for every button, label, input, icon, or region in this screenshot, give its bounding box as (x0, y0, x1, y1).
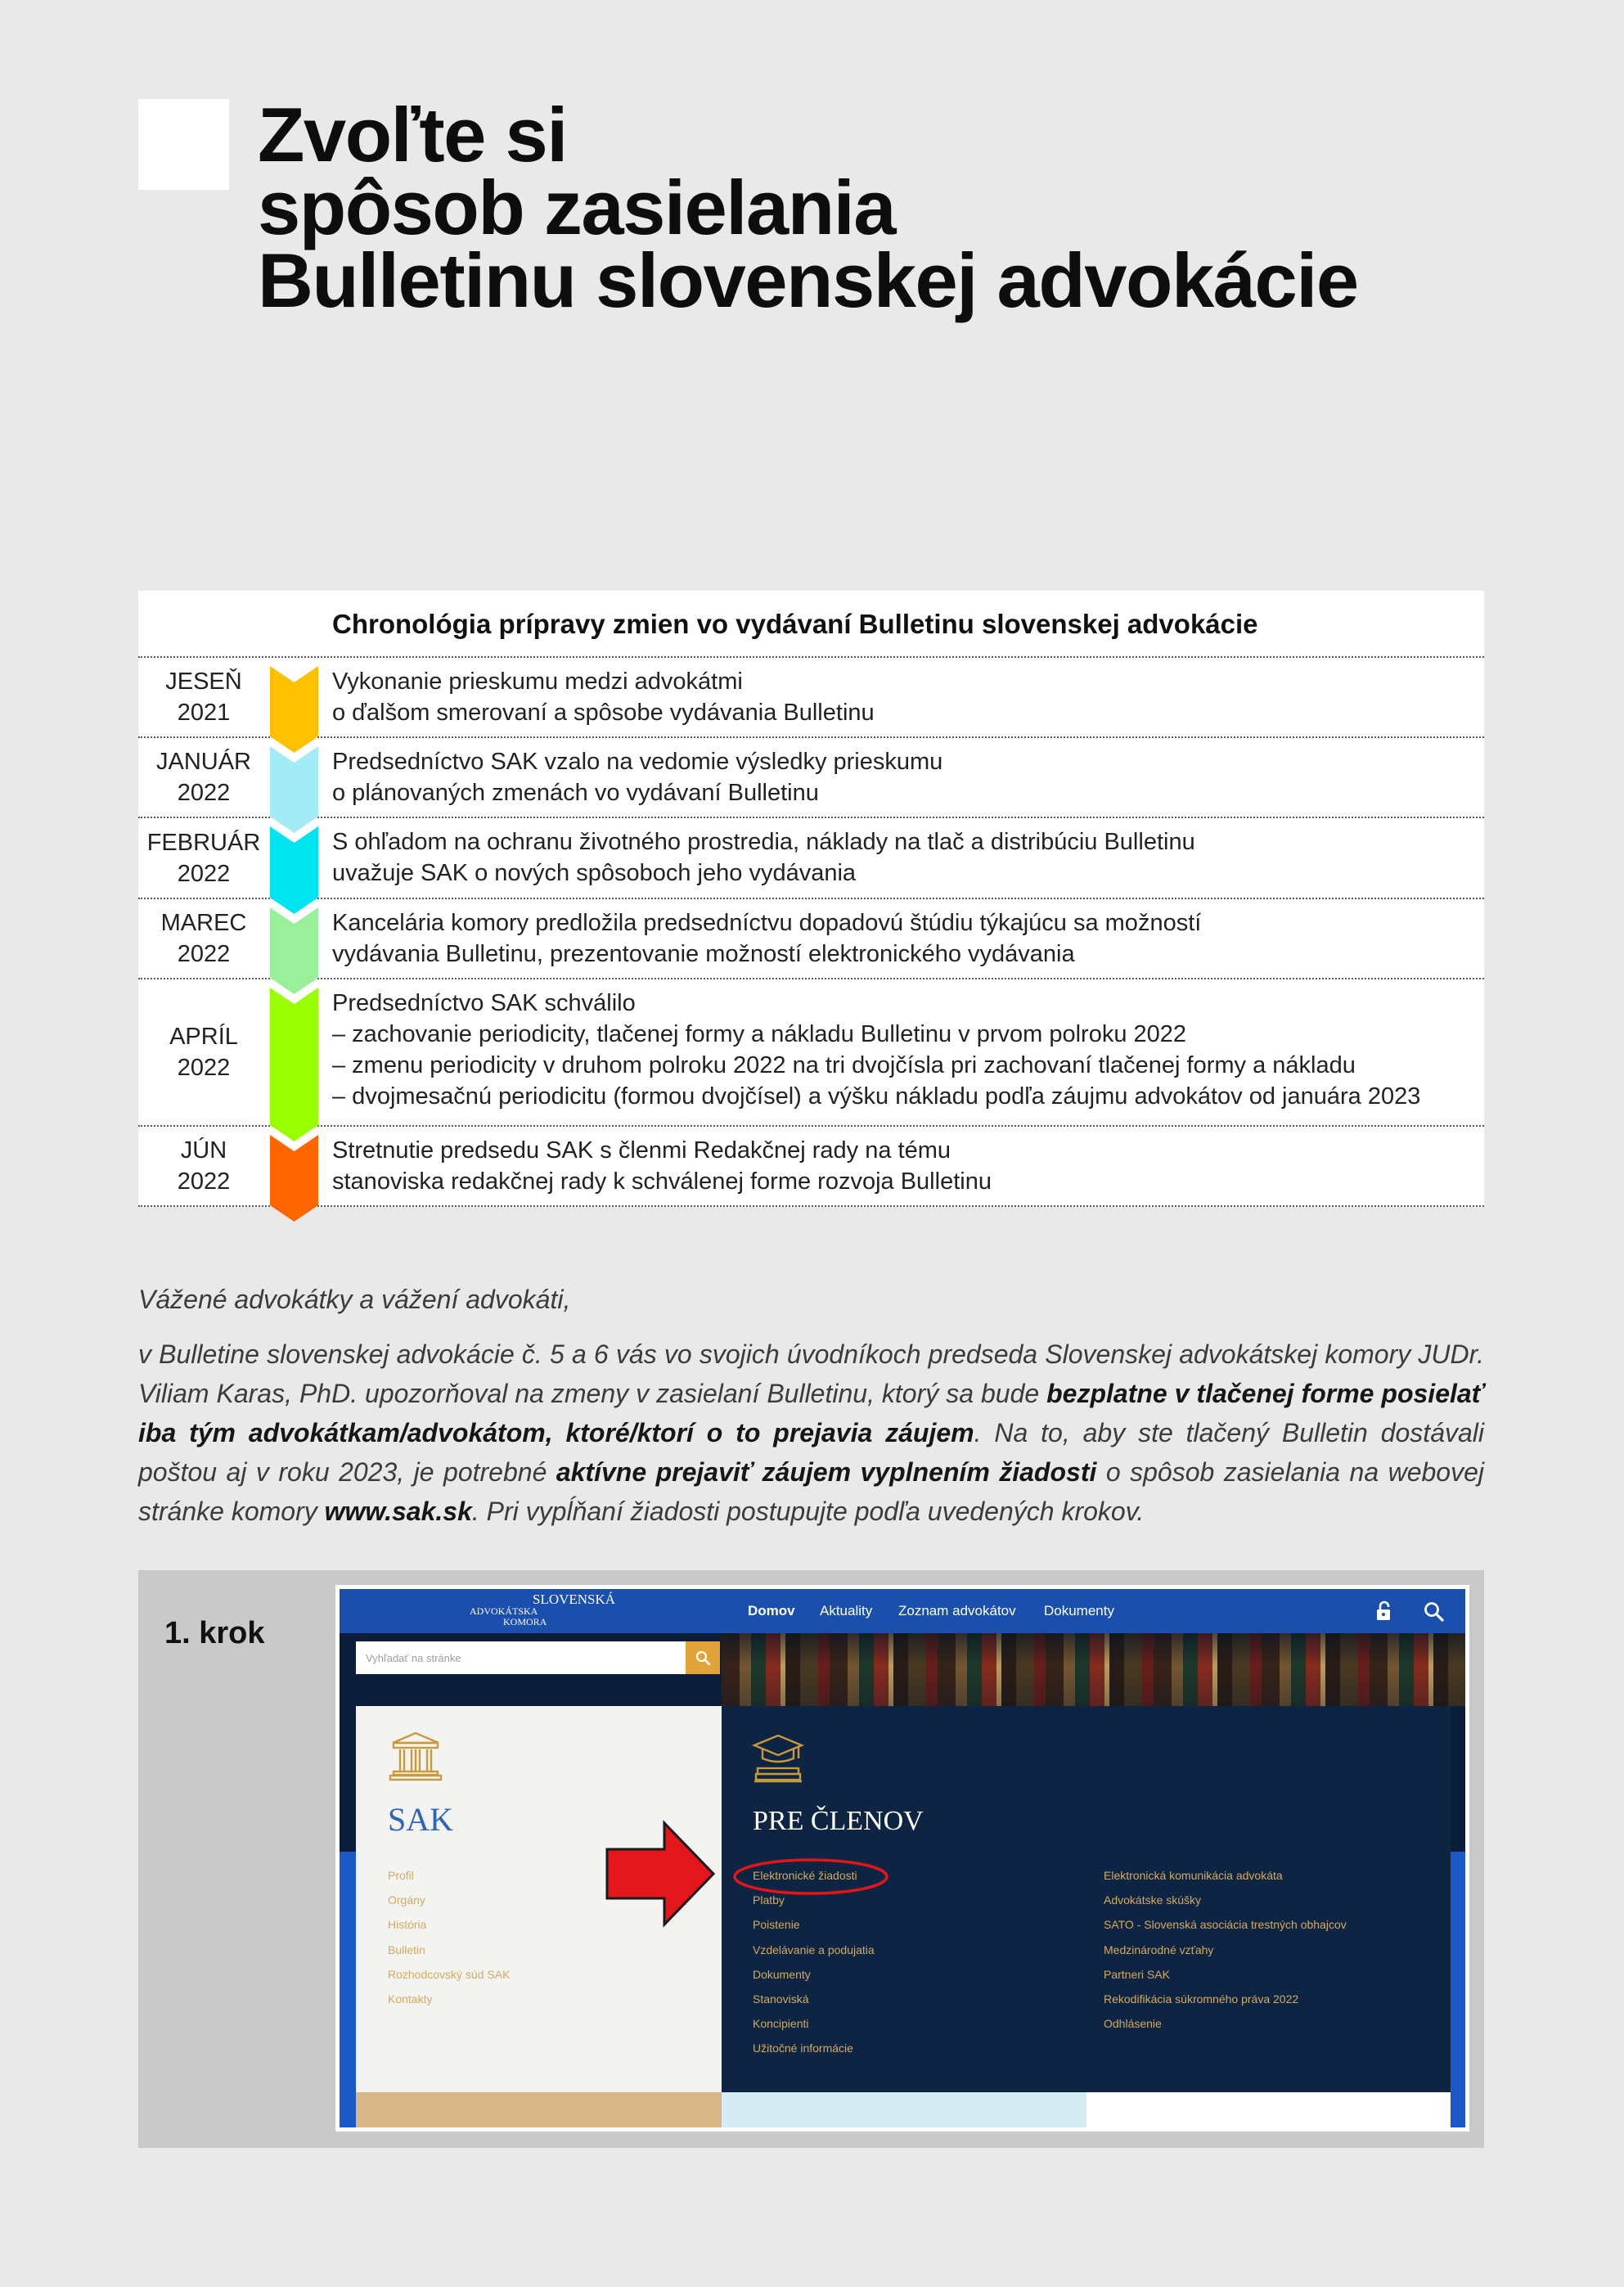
decor-square (138, 99, 229, 190)
timeline-arrow (270, 826, 318, 914)
timeline-date (138, 818, 269, 898)
timeline-date (138, 1127, 269, 1205)
page-title (258, 92, 1358, 323)
sak-menu (388, 1863, 510, 2011)
timeline-date (138, 658, 269, 736)
graduation-cap-icon (751, 1731, 805, 1786)
site-search-button[interactable] (686, 1641, 720, 1674)
sak-heading: SAK (388, 1801, 454, 1838)
nav-zoznam-advokatov[interactable]: Zoznam advokátov (898, 1603, 1016, 1618)
timeline-period: JÚN (180, 1137, 227, 1164)
timeline-line: vydávania Bulletinu, prezentovanie možností elektronického vydávania (332, 941, 1075, 967)
timeline-year: 2022 (177, 780, 231, 806)
nav-aktuality[interactable]: Aktuality (820, 1603, 873, 1618)
sak-item-historia[interactable]: História (388, 1918, 427, 1932)
timeline-line: Vykonanie prieskumu medzi advokátmi (332, 669, 743, 695)
logo-text: KOMORA (503, 1616, 547, 1627)
header-books-photo (722, 1633, 1465, 1706)
bottom-tile-white (1086, 2092, 1451, 2127)
timeline-year: 2022 (177, 1168, 231, 1195)
timeline-description (332, 746, 942, 808)
timeline-line: Predsedníctvo SAK schválilo (332, 990, 636, 1016)
timeline-date (138, 738, 269, 817)
paragraph-text: v Bulletine slovenskej advokácie č. 5 a 6 vás vo svojich úvodníkoch predseda Slovenskej advokátskej komory JUDr. Viliam Karas, PhD. upozorňoval na zmeny v zasielaní Bulletinu, ktorý sa bude (138, 1339, 1484, 1408)
timeline-row (138, 899, 1484, 979)
paragraph-text: . Pri vypĺňaní žiadosti postupujte podľa uvedených krokov. (471, 1497, 1145, 1526)
members-item-koncipienti[interactable]: Koncipienti (753, 2017, 809, 2031)
site-logo[interactable] (340, 1589, 650, 1633)
paragraph-text: o spôsob zasielania na webovej stránke komory (138, 1457, 1484, 1526)
nav-dokumenty[interactable]: Dokumenty (1044, 1603, 1114, 1618)
timeline-period: JESEŇ (165, 669, 242, 695)
pointer-arrow-icon (605, 1820, 715, 1928)
timeline-line: S ohľadom na ochranu životného prostredia, náklady na tlač a distribúciu Bulletinu (332, 829, 1195, 855)
left-accent-strip (340, 1852, 356, 2127)
timeline-header (138, 591, 1484, 658)
paragraph-text: . Na to, aby ste tlačený Bulletin dostávali poštou aj v roku 2023, je potrebné (138, 1418, 1485, 1487)
logo-text: SLOVENSKÁ (533, 1591, 616, 1607)
timeline-row (138, 979, 1484, 1127)
timeline-row (138, 818, 1484, 899)
members-item-uzitocne-informacie[interactable]: Užitočné informácie (753, 2042, 853, 2055)
timeline-year: 2022 (177, 860, 231, 887)
timeline-period: JANUÁR (155, 749, 251, 775)
timeline-line: o plánovaných zmenách vo vydávaní Bulletinu (332, 780, 819, 806)
website-link[interactable]: www.sak.sk (324, 1497, 472, 1526)
members-item-vzdelavanie[interactable]: Vzdelávanie a podujatia (753, 1943, 875, 1956)
timeline-year: 2021 (177, 700, 231, 726)
letter-greeting: Vážené advokátky a vážení advokáti, (138, 1285, 571, 1314)
timeline-date (138, 899, 269, 978)
members-item-medzinarodne-vztahy[interactable]: Medzinárodné vzťahy (1104, 1943, 1214, 1956)
sak-item-profil[interactable]: Profil (388, 1869, 414, 1882)
timeline-arrow (270, 907, 318, 994)
timeline-table (138, 591, 1484, 1207)
site-search-input[interactable] (356, 1641, 686, 1674)
bottom-tile-tan (356, 2092, 722, 2127)
timeline-heading: Chronológia prípravy zmien vo vydávaní Bulletinu slovenskej advokácie (332, 609, 1258, 639)
sak-item-organy[interactable]: Orgány (388, 1893, 425, 1907)
members-item-rekodifikacia[interactable]: Rekodifikácia súkromného práva 2022 (1104, 1992, 1299, 2006)
timeline-line: – dvojmesačnú periodicitu (formou dvojčísel) a výšku nákladu podľa záujmu advokátov od januára 2023 (332, 1083, 1421, 1110)
site-navbar (340, 1589, 1465, 1633)
title-line: Zvoľte si (258, 92, 567, 178)
members-item-advokatske-skusky[interactable]: Advokátske skúšky (1104, 1893, 1202, 1907)
timeline-description (332, 988, 1420, 1112)
timeline-year: 2022 (177, 1055, 231, 1081)
highlight-ellipse (732, 1857, 889, 1896)
title-line: spôsob zasielania (258, 164, 896, 250)
members-item-elektronicka-komunikacia[interactable]: Elektronická komunikácia advokáta (1104, 1869, 1283, 1882)
website-screenshot (335, 1585, 1469, 2132)
members-item-partneri-sak[interactable]: Partneri SAK (1104, 1967, 1170, 1981)
timeline-arrow (270, 746, 318, 833)
members-item-stanoviska[interactable]: Stanoviská (753, 1992, 809, 2006)
paragraph-emphasis: aktívne prejaviť záujem vyplnením žiadosti (556, 1457, 1097, 1487)
timeline-line: Predsedníctvo SAK vzalo na vedomie výsledky prieskumu (332, 749, 943, 775)
timeline-row (138, 1127, 1484, 1207)
logo-text: ADVOKÁTSKA (470, 1605, 538, 1617)
bottom-tile-lightblue (722, 2092, 1086, 2127)
search-icon[interactable] (1422, 1600, 1445, 1623)
timeline-arrow (270, 1135, 318, 1222)
timeline-line: o ďalšom smerovaní a spôsobe vydávania Bulletinu (332, 700, 875, 726)
timeline-period: MAREC (160, 910, 247, 936)
timeline-line: uvažuje SAK o nových spôsoboch jeho vydávania (332, 860, 857, 886)
timeline-description (332, 666, 875, 728)
step-label: 1. krok (164, 1616, 265, 1650)
lock-open-icon[interactable] (1373, 1600, 1396, 1623)
timeline-period: APRÍL (169, 1024, 238, 1050)
title-line: Bulletinu slovenskej advokácie (258, 237, 1358, 323)
members-menu-column-2 (1104, 1863, 1347, 2036)
step-box (138, 1570, 1484, 2148)
letter-paragraph (138, 1335, 1484, 1531)
timeline-line: Kancelária komory predložila predsedníctvu dopadovú štúdiu týkajúcu sa možností (332, 910, 1202, 936)
pillar-icon (386, 1731, 445, 1781)
timeline-line: – zmenu periodicity v druhom polroku 2022 na tri dvojčísla pri zachovaní tlačenej formy a nákladu (332, 1052, 1356, 1078)
right-accent-strip (1451, 1852, 1465, 2127)
timeline-line: – zachovanie periodicity, tlačenej formy a nákladu Bulletinu v prvom polroku 2022 (332, 1021, 1187, 1047)
members-item-poistenie[interactable]: Poistenie (753, 1918, 800, 1932)
members-item-dokumenty[interactable]: Dokumenty (753, 1967, 811, 1981)
timeline-line: stanoviska redakčnej rady k schválenej forme rozvoja Bulletinu (332, 1168, 992, 1195)
timeline-arrow (270, 666, 318, 753)
members-item-sato[interactable]: SATO - Slovenská asociácia trestných obhajcov (1104, 1918, 1347, 1932)
timeline-row (138, 738, 1484, 818)
members-panel (722, 1706, 1451, 2092)
members-item-platby[interactable]: Platby (753, 1893, 785, 1907)
timeline-description (332, 907, 1201, 970)
timeline-description (332, 826, 1195, 889)
members-item-odhlasenie[interactable]: Odhlásenie (1104, 2017, 1162, 2031)
timeline-line: Stretnutie predsedu SAK s členmi Redakčnej rady na tému (332, 1137, 951, 1164)
nav-domov[interactable]: Domov (748, 1603, 795, 1618)
timeline-arrows (270, 591, 318, 1225)
sak-item-rozhodcovsky-sud[interactable]: Rozhodcovský súd SAK (388, 1967, 511, 1981)
timeline-date (138, 979, 269, 1125)
paragraph-emphasis: bezplatne v tlačenej forme posielať iba tým advokátkam/advokátom, ktoré/ktorí o to prejavia záujem (138, 1379, 1485, 1447)
timeline-arrow (270, 988, 318, 1141)
search-icon (695, 1650, 711, 1666)
members-item-elektronicke-ziadosti[interactable]: Elektronické žiadosti (753, 1869, 857, 1882)
sak-item-bulletin[interactable]: Bulletin (388, 1943, 425, 1956)
members-heading: PRE ČLENOV (753, 1806, 924, 1836)
timeline-year: 2022 (177, 941, 231, 967)
timeline-description (332, 1135, 992, 1197)
timeline-period: FEBRUÁR (146, 829, 261, 856)
sak-item-kontakty[interactable]: Kontakty (388, 1992, 433, 2006)
timeline-row (138, 658, 1484, 738)
